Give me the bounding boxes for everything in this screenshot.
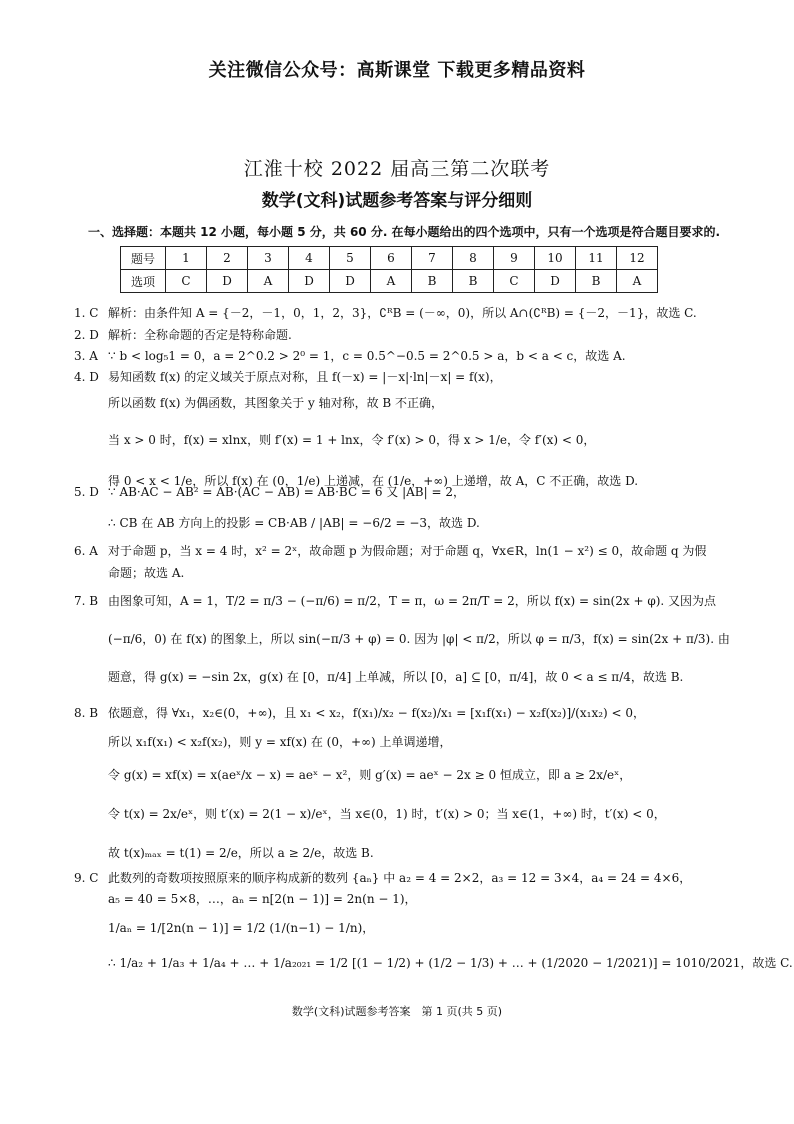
solution-line: 所以函数 f(x) 为偶函数，其图象关于 y 轴对称，故 B 不正确， <box>108 396 444 410</box>
exam-title: 江淮十校 2022 届高三第二次联考 <box>243 158 551 180</box>
question-label: 2. D <box>74 328 99 342</box>
solution-line: ∵ b < log₅1 = 0，a = 2^0.2 > 2⁰ = 1，c = 0.5^−0.5 = 2^0.5 > a，b < a < c，故选 A. <box>108 349 626 363</box>
answer-option: A <box>617 270 658 293</box>
solution-line: 解析：全称命题的否定是特称命题. <box>108 328 292 342</box>
solution-line: (−π/6，0) 在 f(x) 的图象上，所以 sin(−π/3 + φ) = 0. 因为 |φ| < π/2，所以 φ = π/3，f(x) = sin(2x + π/3). 由 <box>108 632 730 646</box>
solution-line: 令 t(x) = 2x/eˣ，则 t′(x) = 2(1 − x)/eˣ，当 x∈(0，1) 时，t′(x) > 0；当 x∈(1，+∞) 时，t′(x) < 0， <box>108 807 666 821</box>
question-label: 1. C <box>74 306 99 320</box>
answer-option: D <box>289 270 330 293</box>
solution-line: a₅ = 40 = 5×8，…，aₙ = n[2(n − 1)] = 2n(n − 1)， <box>108 892 417 906</box>
question-number: 10 <box>535 247 576 270</box>
question-number: 5 <box>330 247 371 270</box>
section-heading: 一、选择题：本题共 12 小题，每小题 5 分，共 60 分. 在每小题给出的四个选项中，只有一个选项是符合题目要求的. <box>88 225 721 239</box>
solution-line: 令 g(x) = xf(x) = x(aeˣ/x − x) = aeˣ − x²，则 g′(x) = aeˣ − 2x ≥ 0 恒成立，即 a ≥ 2x/eˣ， <box>108 768 632 782</box>
question-number: 6 <box>371 247 412 270</box>
question-number: 4 <box>289 247 330 270</box>
row-label-number: 题号 <box>121 247 166 270</box>
solution-line: 故 t(x)ₘₐₓ = t(1) = 2/e，所以 a ≥ 2/e，故选 B. <box>108 846 374 860</box>
answer-table <box>120 246 658 293</box>
question-number: 3 <box>248 247 289 270</box>
solution-line: 得 0 < x < 1/e，所以 f(x) 在 (0，1/e) 上递减，在 (1/e，+∞) 上递增，故 A，C 不正确，故选 D. <box>108 474 639 488</box>
solution-line: ∵ AB·AC − AB² = AB·(AC − AB) = AB·BC = 6 又 |AB| = 2， <box>108 485 465 499</box>
question-label: 6. A <box>74 544 98 558</box>
question-label: 8. B <box>74 706 99 720</box>
question-number: 9 <box>494 247 535 270</box>
answer-option: C <box>166 270 207 293</box>
solution-line: 命题；故选 A. <box>108 566 185 580</box>
answer-option: A <box>248 270 289 293</box>
question-number: 7 <box>412 247 453 270</box>
row-label-option: 选项 <box>121 270 166 293</box>
answer-option: B <box>576 270 617 293</box>
solution-line: ∴ 1/a₂ + 1/a₃ + 1/a₄ + … + 1/a₂₀₂₁ = 1/2 [(1 − 1/2) + (1/2 − 1/3) + … + (1/2020 − 1/2021)] = 1010/2021，故选 C. <box>108 956 793 970</box>
solution-line: 所以 x₁f(x₁) < x₂f(x₂)，则 y = xf(x) 在 (0，+∞) 上单调递增， <box>108 735 452 749</box>
promo-banner: 关注微信公众号：高斯课堂 下载更多精品资料 <box>208 60 586 81</box>
question-number: 2 <box>207 247 248 270</box>
question-number: 8 <box>453 247 494 270</box>
solution-line: 解析：由条件知 A = {－2，－1，0，1，2，3}，∁ᴿB = (－∞，0)，所以 A∩(∁ᴿB) = {－2，－1}，故选 C. <box>108 306 697 320</box>
answer-table-row-options <box>121 270 658 293</box>
answer-option: D <box>535 270 576 293</box>
solution-line: 1/aₙ = 1/[2n(n − 1)] = 1/2 (1/(n−1) − 1/n)， <box>108 921 375 935</box>
solution-line: 对于命题 p，当 x = 4 时，x² = 2ˣ，故命题 p 为假命题；对于命题 q，∀x∈R，ln(1 − x²) ≤ 0，故命题 q 为假 <box>108 544 707 558</box>
question-label: 5. D <box>74 485 99 499</box>
document-subtitle: 数学(文科)试题参考答案与评分细则 <box>261 191 533 211</box>
question-label: 7. B <box>74 594 99 608</box>
question-number: 12 <box>617 247 658 270</box>
answer-option: D <box>330 270 371 293</box>
answer-table-row-numbers <box>121 247 658 270</box>
answer-option: A <box>371 270 412 293</box>
solution-line: 题意，得 g(x) = −sin 2x，g(x) 在 [0，π/4] 上单减，所以 [0，a] ⊆ [0，π/4]，故 0 < a ≤ π/4，故选 B. <box>108 670 684 684</box>
answer-option: C <box>494 270 535 293</box>
solution-line: 易知函数 f(x) 的定义域关于原点对称，且 f(－x) = |－x|·ln|－x| = f(x)， <box>108 370 502 384</box>
question-number: 11 <box>576 247 617 270</box>
solution-line: 当 x > 0 时，f(x) = xlnx，则 f′(x) = 1 + lnx，令 f′(x) > 0，得 x > 1/e，令 f′(x) < 0， <box>108 433 596 447</box>
answer-option: D <box>207 270 248 293</box>
page-footer: 数学(文科)试题参考答案 第 1 页(共 5 页) <box>291 1005 503 1018</box>
question-label: 9. C <box>74 871 99 885</box>
solution-line: 依题意，得 ∀x₁，x₂∈(0，+∞)，且 x₁ < x₂，f(x₁)/x₂ − f(x₂)/x₁ = [x₁f(x₁) − x₂f(x₂)]/(x₁x₂) < 0， <box>108 706 646 720</box>
question-label: 4. D <box>74 370 99 384</box>
solution-line: 此数列的奇数项按照原来的顺序构成新的数列 {aₙ} 中 a₂ = 4 = 2×2，a₃ = 12 = 3×4，a₄ = 24 = 4×6， <box>108 871 692 885</box>
answer-option: B <box>453 270 494 293</box>
answer-option: B <box>412 270 453 293</box>
question-number: 1 <box>166 247 207 270</box>
solution-line: ∴ CB 在 AB 方向上的投影 = CB·AB / |AB| = −6/2 = −3，故选 D. <box>108 516 480 530</box>
solution-line: 由图象可知，A = 1，T/2 = π/3 − (−π/6) = π/2，T = π，ω = 2π/T = 2，所以 f(x) = sin(2x + φ). 又因为点 <box>108 594 717 608</box>
question-label: 3. A <box>74 349 98 363</box>
